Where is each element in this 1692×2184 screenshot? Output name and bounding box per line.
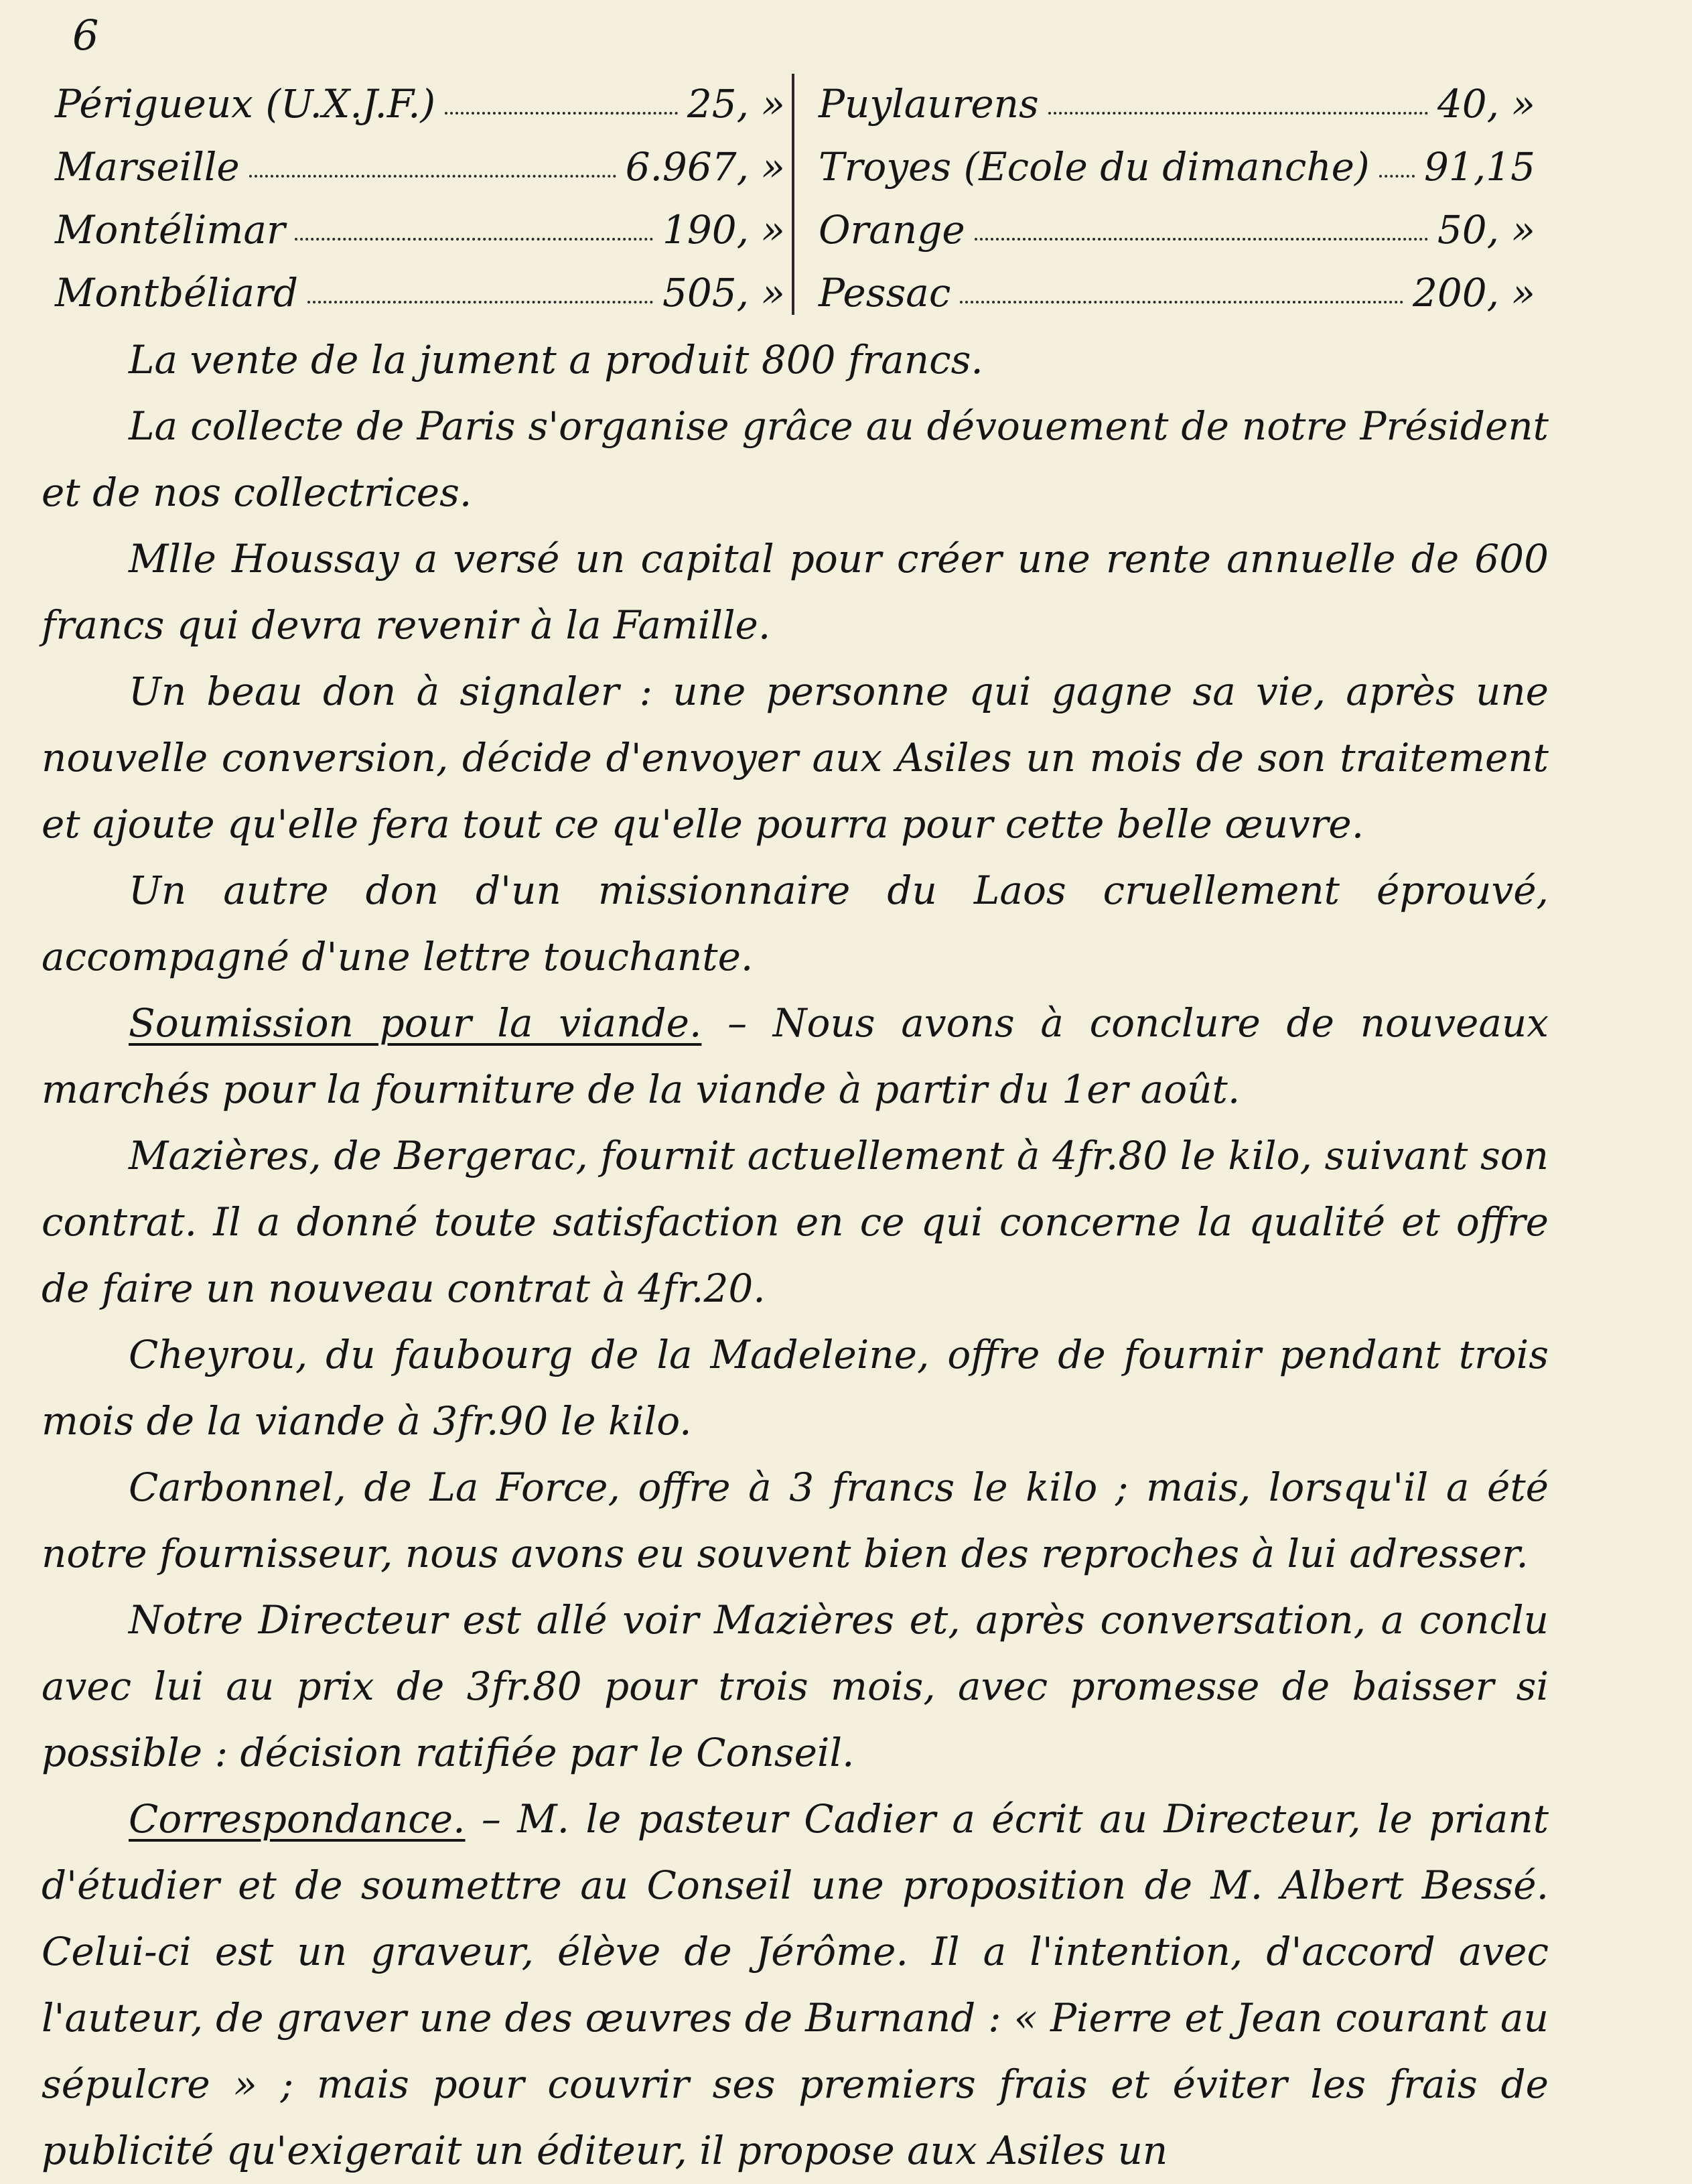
donation-row — [55, 198, 785, 261]
donation-amount: 505, » — [662, 270, 785, 316]
donation-row — [819, 72, 1535, 135]
dot-leader — [307, 301, 653, 303]
paragraph-mazieres-offer: Mazières, de Bergerac, fournit actuellement à 4fr.80 le kilo, suivant son contrat. Il a donné toute satisfaction en ce qui concerne la qualité et offre de faire un nouveau contrat à 4fr.20. — [42, 1133, 1549, 1311]
paragraph-missionary-gift: Un autre don d'un missionnaire du Laos cruellement éprouvé, accompagné d'une lettre touchante. — [42, 868, 1549, 979]
paragraph-meat-tender — [42, 990, 1549, 1123]
donation-amount: 25, » — [687, 81, 785, 127]
dot-leader — [1048, 112, 1428, 115]
donation-row — [819, 135, 1535, 198]
donation-amount: 91,15 — [1423, 144, 1535, 190]
section-title-correspondence: Correspondance. — [129, 1796, 466, 1842]
paragraph-cheyrou-offer: Cheyrou, du faubourg de la Madeleine, offre de fournir pendant trois mois de la viande à 3fr.90 le kilo. — [42, 1332, 1549, 1444]
donation-place: Troyes (Ecole du dimanche) — [819, 144, 1370, 190]
donation-place: Montélimar — [55, 207, 285, 253]
donation-amount: 50, » — [1437, 207, 1535, 253]
donation-row — [55, 261, 785, 324]
donation-row — [819, 261, 1535, 324]
dot-leader — [295, 238, 653, 241]
paragraph-correspondence — [42, 1786, 1549, 2184]
donation-place: Pessac — [819, 270, 951, 316]
paragraph-director-decision: Notre Directeur est allé voir Mazières et, après conversation, a conclu avec lui au prix de 3fr.80 pour trois mois, avec promesse de baisser si possible : décision ratifiée par le Conseil. — [42, 1597, 1549, 1775]
donation-amount: 40, » — [1437, 81, 1535, 127]
meat-tender-text: – Nous avons à conclure de nouveaux marchés pour la fourniture de la viande à partir du 1er août. — [42, 1000, 1549, 1112]
donations-right-column — [819, 72, 1535, 334]
paragraph-paris-collection: La collecte de Paris s'organise grâce au dévouement de notre Président et de nos collectrices. — [42, 403, 1549, 515]
paragraph-beautiful-gift: Un beau don à signaler : une personne qui gagne sa vie, après une nouvelle conversion, décide d'envoyer aux Asiles un mois de son traitement et ajoute qu'elle fera tout ce qu'elle pourra pour cette belle œuvre. — [42, 669, 1549, 847]
section-title-meat-tender: Soumission pour la viande. — [129, 1000, 702, 1046]
column-divider — [792, 74, 794, 315]
correspondence-text: – M. le pasteur Cadier a écrit au Directeur, le priant d'étudier et de soumettre au Conseil une proposition de M. Albert Bessé. Celui-ci est un graveur, élève de Jérôme. Il a l'intention, d'accord avec l'auteur, de graver une des œuvres de Burnand : « Pierre et Jean courant au sépulcre » ; mais pour couvrir ses premiers frais et éviter les frais de publicité qu'exigerait un éditeur, il propose aux Asiles un — [42, 1796, 1549, 2173]
body-text — [42, 327, 1549, 2184]
dot-leader — [960, 301, 1403, 303]
donations-left-column — [55, 72, 785, 334]
paragraph-houssay-rent: Mlle Houssay a versé un capital pour créer une rente annuelle de 600 francs qui devra revenir à la Famille. — [42, 536, 1549, 648]
dot-leader — [249, 175, 616, 178]
dot-leader — [975, 238, 1428, 241]
donation-row — [819, 198, 1535, 261]
paragraph-mare-sale: La vente de la jument a produit 800 francs. — [129, 337, 983, 383]
donation-place: Orange — [819, 207, 965, 253]
donation-amount: 190, » — [662, 207, 785, 253]
dot-leader — [1379, 175, 1415, 178]
page-number: 6 — [72, 11, 99, 60]
donation-row — [55, 135, 785, 198]
dot-leader — [445, 112, 678, 115]
donation-place: Puylaurens — [819, 81, 1039, 127]
donation-amount: 6.967, » — [625, 144, 785, 190]
donation-place: Périgueux (U.X.J.F.) — [55, 81, 436, 127]
donation-place: Montbéliard — [55, 270, 298, 316]
donation-place: Marseille — [55, 144, 240, 190]
donation-amount: 200, » — [1412, 270, 1535, 316]
donations-list — [55, 72, 1535, 334]
donation-row — [55, 72, 785, 135]
paragraph-carbonnel-offer: Carbonnel, de La Force, offre à 3 francs le kilo ; mais, lorsqu'il a été notre fournisseur, nous avons eu souvent bien des reproches à lui adresser. — [42, 1464, 1549, 1576]
